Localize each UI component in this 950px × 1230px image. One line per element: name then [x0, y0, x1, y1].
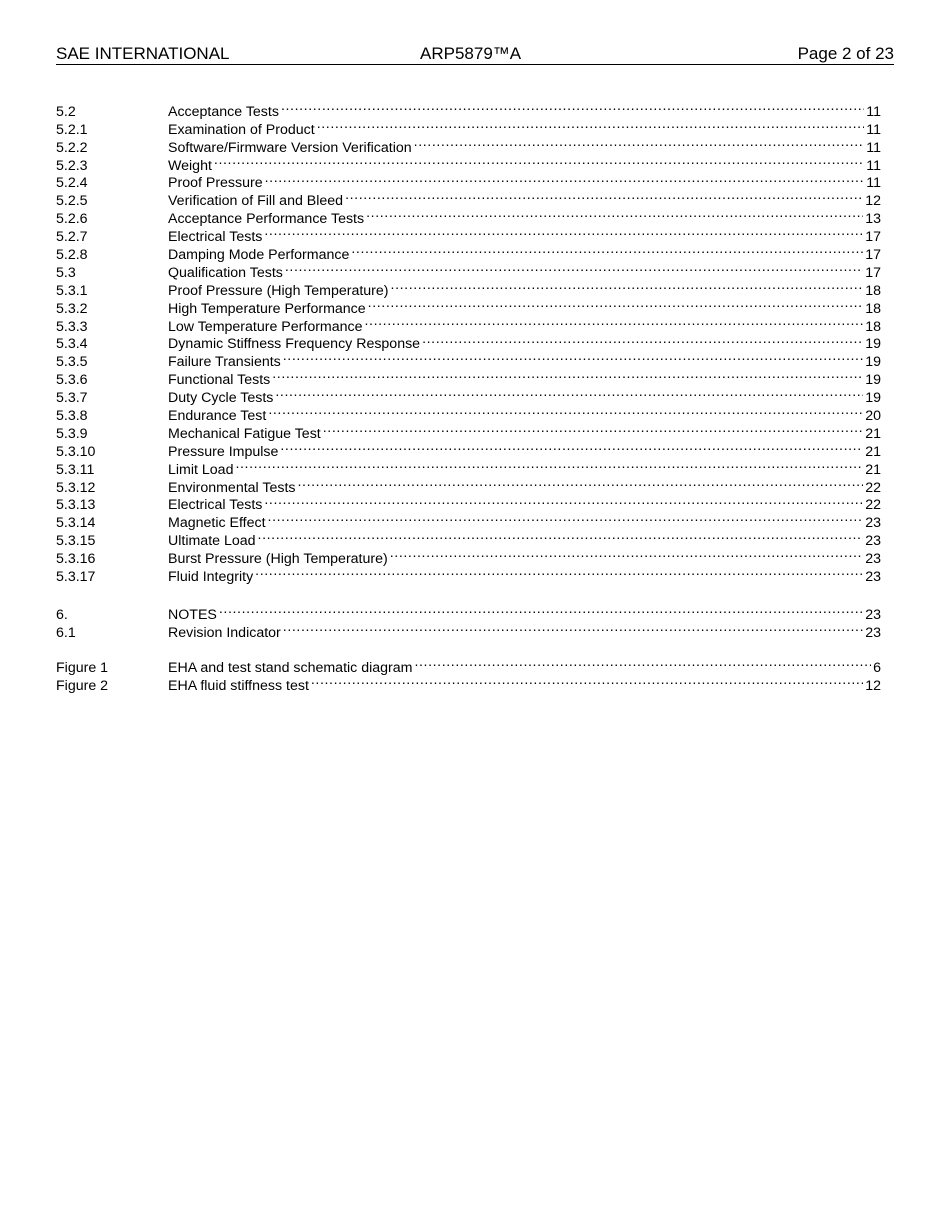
toc-dot-leader [366, 205, 863, 223]
toc-entry-title: NOTES [168, 606, 217, 623]
header-organization: SAE INTERNATIONAL [56, 44, 230, 63]
toc-entry-title: Limit Load [168, 461, 234, 478]
toc-entry-title: Software/Firmware Version Verification [168, 139, 412, 156]
toc-entry-page: 19 [865, 354, 881, 371]
toc-dot-leader [264, 492, 863, 510]
toc-entry-page: 18 [865, 318, 881, 335]
toc-entry-title: Proof Pressure [168, 175, 263, 192]
toc-dot-leader [422, 331, 863, 349]
toc-entry-page: 17 [865, 247, 881, 264]
toc-entry-title: Fluid Integrity [168, 569, 254, 586]
toc-entry-title: Verification of Fill and Bleed [168, 193, 344, 210]
toc-entry-page: 18 [865, 300, 881, 317]
toc-dot-leader [317, 116, 865, 134]
toc-entry-title: Failure Transients [168, 354, 281, 371]
toc-entry-number: 5.3.2 [56, 300, 88, 317]
toc-entry[interactable] [56, 98, 881, 120]
toc-entry-title: Burst Pressure (High Temperature) [168, 551, 388, 568]
toc-entry-number: 5.3.5 [56, 354, 88, 371]
toc-entry-page: 23 [865, 515, 881, 532]
toc-entry-number: 5.2.2 [56, 139, 88, 156]
toc-dot-leader [258, 527, 864, 545]
toc-entry-page: 6 [873, 659, 881, 676]
toc-entry-title: Acceptance Performance Tests [168, 211, 365, 228]
toc-entry-title: Endurance Test [168, 408, 267, 425]
toc-entry-page: 19 [865, 372, 881, 389]
toc-dot-leader [414, 134, 865, 152]
toc-dot-leader [219, 601, 863, 619]
toc-entry-page: 18 [865, 282, 881, 299]
toc-dot-leader [323, 420, 863, 438]
toc-entry-page: 20 [865, 408, 881, 425]
toc-entry-title: Electrical Tests [168, 229, 263, 246]
toc-dot-leader [283, 348, 863, 366]
toc-dot-leader [414, 654, 871, 672]
toc-entry-page: 11 [866, 103, 881, 120]
toc-entry-title: Revision Indicator [168, 624, 281, 641]
toc-entry-page: 23 [865, 533, 881, 550]
toc-entry-title: Dynamic Stiffness Frequency Response [168, 336, 421, 353]
toc-entry-number: 5.3.4 [56, 336, 88, 353]
toc-section-6 [56, 601, 881, 641]
toc-entry-title: EHA and test stand schematic diagram [168, 659, 413, 676]
toc-dot-leader [368, 295, 864, 313]
toc-entry-number: 5.2.4 [56, 175, 88, 192]
toc-dot-leader [272, 366, 863, 384]
toc-entry-title: Weight [168, 157, 212, 174]
toc-entry-title: Electrical Tests [168, 497, 263, 514]
toc-entry-number: 5.2.3 [56, 157, 88, 174]
toc-entry-page: 21 [865, 461, 881, 478]
toc-section-5 [56, 98, 881, 586]
toc-entry-page: 23 [865, 551, 881, 568]
toc-entry-number: 5.3.15 [56, 533, 96, 550]
toc-entry-page: 21 [865, 443, 881, 460]
toc-entry-number: 5.3.10 [56, 443, 96, 460]
toc-entry-number: 5.3.16 [56, 551, 96, 568]
toc-entry-number: 5.3.12 [56, 479, 96, 496]
toc-entry-number: 5.2.1 [56, 121, 88, 138]
toc-dot-leader [298, 474, 864, 492]
toc-entry-number: 6.1 [56, 624, 76, 641]
toc-dot-leader [345, 187, 863, 205]
toc-entry-title: Ultimate Load [168, 533, 256, 550]
toc-entry-number: 5.2.5 [56, 193, 88, 210]
toc-entry-number: 5.3.8 [56, 408, 88, 425]
toc-entry-number: 5.3 [56, 264, 76, 281]
toc-entry-number: Figure 2 [56, 677, 109, 694]
toc-entry-page: 23 [865, 569, 881, 586]
toc-dot-leader [280, 438, 863, 456]
toc-dot-leader [311, 672, 863, 690]
toc-dot-leader [264, 223, 863, 241]
toc-entry-number: 5.3.14 [56, 515, 96, 532]
toc-entry-title: Low Temperature Performance [168, 318, 363, 335]
toc-entry-page: 12 [865, 193, 881, 210]
toc-entry-number: 5.3.13 [56, 497, 96, 514]
toc-entry-page: 11 [866, 139, 881, 156]
toc-entry-page: 12 [865, 677, 881, 694]
toc-entry-title: Duty Cycle Tests [168, 390, 274, 407]
toc-dot-leader [255, 563, 863, 581]
toc-entry-page: 11 [866, 121, 881, 138]
toc-entry-page: 13 [865, 211, 881, 228]
toc-entry[interactable] [56, 654, 881, 676]
toc-dot-leader [275, 384, 863, 402]
toc-entry-number: 5.3.11 [56, 461, 95, 478]
toc-entry-number: 5.3.9 [56, 425, 88, 442]
toc-entry-number: 5.2.7 [56, 229, 88, 246]
toc-entry-page: 21 [865, 425, 881, 442]
toc-dot-leader [351, 241, 863, 259]
toc-entry-number: 5.3.3 [56, 318, 88, 335]
toc-entry-title: EHA fluid stiffness test [168, 677, 309, 694]
page-header [56, 44, 894, 65]
toc-dot-leader [214, 152, 864, 170]
toc-entry-page: 11 [866, 175, 881, 192]
toc-entry-page: 19 [865, 390, 881, 407]
toc-entry-number: 5.3.17 [56, 569, 96, 586]
toc-figures-list [56, 654, 881, 694]
toc-entry-number: Figure 1 [56, 659, 109, 676]
toc-entry-title: High Temperature Performance [168, 300, 366, 317]
toc-entry-title: Acceptance Tests [168, 103, 279, 120]
toc-entry-title: Examination of Product [168, 121, 315, 138]
toc-entry-title: Proof Pressure (High Temperature) [168, 282, 389, 299]
toc-entry-title: Qualification Tests [168, 264, 283, 281]
toc-dot-leader [283, 619, 863, 637]
toc-entry-number: 6. [56, 606, 68, 623]
toc-entry-page: 17 [865, 264, 881, 281]
toc-dot-leader [391, 277, 864, 295]
toc-dot-leader [365, 313, 864, 331]
toc-entry-page: 17 [865, 229, 881, 246]
toc-dot-leader [235, 456, 863, 474]
header-page-number: Page 2 of 23 [797, 44, 894, 63]
toc-entry-number: 5.3.1 [56, 282, 88, 299]
toc-entry-title: Mechanical Fatigue Test [168, 425, 321, 442]
toc-entry[interactable] [56, 601, 881, 623]
toc-entry-title: Functional Tests [168, 372, 271, 389]
toc-dot-leader [268, 402, 863, 420]
toc-entry-number: 5.2.6 [56, 211, 88, 228]
toc-entry-page: 22 [865, 479, 881, 496]
toc-entry-page: 22 [865, 497, 881, 514]
toc-entry-number: 5.3.6 [56, 372, 88, 389]
toc-dot-leader [281, 98, 864, 116]
toc-entry-number: 5.2.8 [56, 247, 88, 264]
toc-entry-page: 23 [865, 624, 881, 641]
toc-entry-title: Damping Mode Performance [168, 247, 350, 264]
toc-dot-leader [268, 509, 864, 527]
table-of-contents [56, 98, 881, 694]
toc-entry-page: 23 [865, 606, 881, 623]
toc-dot-leader [390, 545, 863, 563]
toc-dot-leader [285, 259, 863, 277]
toc-entry-page: 11 [866, 157, 881, 174]
toc-entry-number: 5.2 [56, 103, 76, 120]
toc-dot-leader [265, 170, 865, 188]
toc-entry-title: Magnetic Effect [168, 515, 266, 532]
toc-entry-page: 19 [865, 336, 881, 353]
toc-entry-number: 5.3.7 [56, 390, 88, 407]
toc-entry-title: Pressure Impulse [168, 443, 279, 460]
header-document-number: ARP5879™A [420, 44, 522, 63]
toc-entry-title: Environmental Tests [168, 479, 296, 496]
